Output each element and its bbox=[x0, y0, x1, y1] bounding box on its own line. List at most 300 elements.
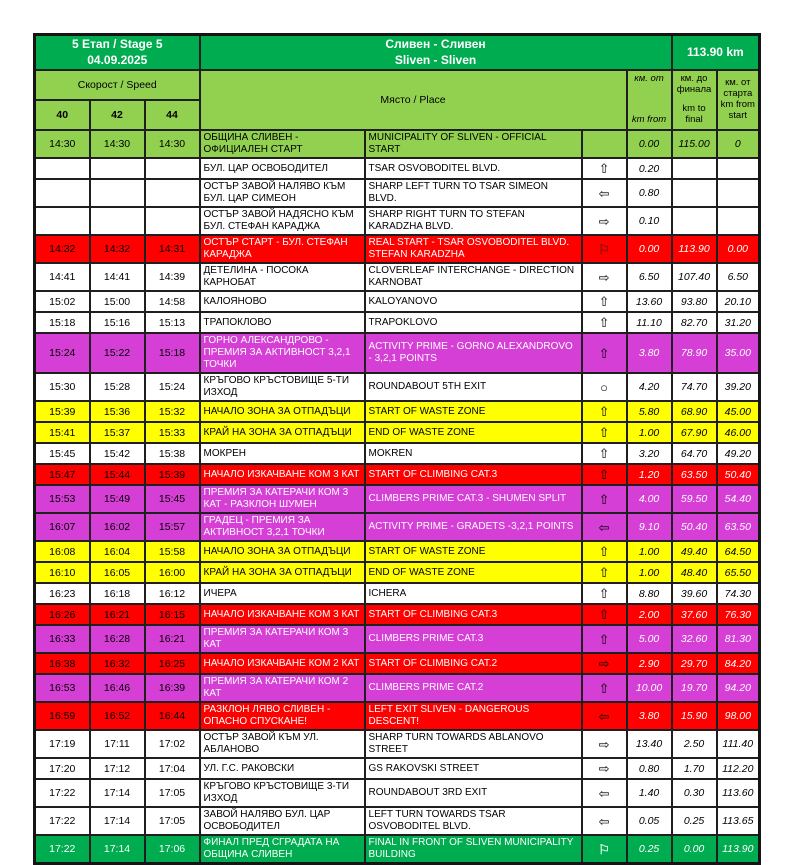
place-en: START OF WASTE ZONE bbox=[365, 401, 582, 422]
km-from-header-bg: км. от bbox=[634, 73, 664, 85]
time-40: 16:38 bbox=[35, 653, 90, 674]
km-to-final: 15.90 bbox=[672, 702, 717, 730]
up-icon: ⇧ bbox=[582, 158, 627, 179]
time-44: 15:13 bbox=[145, 312, 200, 333]
time-40: 14:41 bbox=[35, 263, 90, 291]
flag-icon: ⚐ bbox=[582, 835, 627, 864]
km-to-final: 68.90 bbox=[672, 401, 717, 422]
place-bg: НАЧАЛО ЗОНА ЗА ОТПАДЪЦИ bbox=[200, 541, 365, 562]
place-bg: ПРЕМИЯ ЗА КАТЕРАЧИ КОМ 2 КАТ bbox=[200, 674, 365, 702]
right-icon: ⇨ bbox=[582, 263, 627, 291]
km-from: 5.00 bbox=[627, 625, 672, 653]
time-40: 17:22 bbox=[35, 779, 90, 807]
place-bg: КРЪГОВО КРЪСТОВИЩЕ 3-ТИ ИЗХОД bbox=[200, 779, 365, 807]
km-from-start: 111.40 bbox=[717, 730, 760, 758]
km-from-start-header-en: km from start bbox=[720, 99, 755, 122]
place-bg: ПРЕМИЯ ЗА КАТЕРАЧИ КОМ 3 КАТ - РАЗКЛОН ШУМЕН bbox=[200, 485, 365, 513]
route-book-table bbox=[33, 33, 761, 865]
km-from: 10.00 bbox=[627, 674, 672, 702]
time-42: 16:28 bbox=[90, 625, 145, 653]
table-row bbox=[35, 758, 760, 779]
table-row bbox=[35, 583, 760, 604]
km-from-start: 63.50 bbox=[717, 513, 760, 541]
time-42: 16:46 bbox=[90, 674, 145, 702]
km-to-final: 115.00 bbox=[672, 130, 717, 158]
stage-name: 5 Етап / Stage 5 bbox=[72, 37, 163, 51]
km-from: 9.10 bbox=[627, 513, 672, 541]
km-to-final: 93.80 bbox=[672, 291, 717, 312]
km-from-start: 94.20 bbox=[717, 674, 760, 702]
table-row bbox=[35, 702, 760, 730]
table-row bbox=[35, 263, 760, 291]
time-42: 14:41 bbox=[90, 263, 145, 291]
km-from-start: 39.20 bbox=[717, 373, 760, 401]
route-title-en: Sliven - Sliven bbox=[394, 52, 477, 67]
place-en: ICHERA bbox=[365, 583, 582, 604]
km-from: 1.00 bbox=[627, 422, 672, 443]
km-from: 0.00 bbox=[627, 130, 672, 158]
table-row bbox=[35, 485, 760, 513]
km-from: 0.00 bbox=[627, 235, 672, 263]
time-44: 15:39 bbox=[145, 464, 200, 485]
up-icon: ⇧ bbox=[582, 583, 627, 604]
table-row bbox=[35, 653, 760, 674]
time-42: 16:04 bbox=[90, 541, 145, 562]
km-from: 2.90 bbox=[627, 653, 672, 674]
place-en: ROUNDABOUT 3RD EXIT bbox=[365, 779, 582, 807]
km-to-final: 74.70 bbox=[672, 373, 717, 401]
time-44: 15:57 bbox=[145, 513, 200, 541]
place-bg: КРАЙ НА ЗОНА ЗА ОТПАДЪЦИ bbox=[200, 562, 365, 583]
table-row bbox=[35, 541, 760, 562]
route-title-bg: Сливен - Сливен bbox=[385, 37, 486, 51]
km-from: 0.80 bbox=[627, 179, 672, 207]
table-row bbox=[35, 807, 760, 835]
km-from: 1.40 bbox=[627, 779, 672, 807]
flag-icon: ⚐ bbox=[582, 235, 627, 263]
km-from-start: 6.50 bbox=[717, 263, 760, 291]
km-from: 0.80 bbox=[627, 758, 672, 779]
km-to-final-header-en: km to final bbox=[682, 103, 706, 126]
time-44: 16:15 bbox=[145, 604, 200, 625]
time-40: 14:30 bbox=[35, 130, 90, 158]
km-to-final: 2.50 bbox=[672, 730, 717, 758]
table-row bbox=[35, 625, 760, 653]
km-from: 3.20 bbox=[627, 443, 672, 464]
up-icon: ⇧ bbox=[582, 422, 627, 443]
km-from-start-header-bg: км. от старта bbox=[723, 77, 753, 100]
km-from-start: 113.60 bbox=[717, 779, 760, 807]
place-bg: НАЧАЛО ИЗКАЧВАНЕ КОМ 2 КАТ bbox=[200, 653, 365, 674]
up-icon: ⇧ bbox=[582, 312, 627, 333]
time-44: 16:44 bbox=[145, 702, 200, 730]
time-40: 16:33 bbox=[35, 625, 90, 653]
place-bg: ГОРНО АЛЕКСАНДРОВО - ПРЕМИЯ ЗА АКТИВНОСТ 3,2,1 ТОЧКИ bbox=[200, 333, 365, 373]
km-from-start: 98.00 bbox=[717, 702, 760, 730]
place-en: REAL START - TSAR OSVOBODITEL BLVD. STEFAN KARADZHA bbox=[365, 235, 582, 263]
place-bg: ИЧЕРА bbox=[200, 583, 365, 604]
place-en: KALOYANOVO bbox=[365, 291, 582, 312]
time-42 bbox=[90, 158, 145, 179]
km-from: 4.20 bbox=[627, 373, 672, 401]
km-to-final: 37.60 bbox=[672, 604, 717, 625]
place-en: CLIMBERS PRIME CAT.3 - SHUMEN SPLIT bbox=[365, 485, 582, 513]
time-44: 15:18 bbox=[145, 333, 200, 373]
km-to-final: 32.60 bbox=[672, 625, 717, 653]
table-row bbox=[35, 207, 760, 235]
km-from-start: 0 bbox=[717, 130, 760, 158]
time-40 bbox=[35, 158, 90, 179]
route-table-body bbox=[35, 130, 760, 864]
time-44: 16:21 bbox=[145, 625, 200, 653]
km-from-start: 76.30 bbox=[717, 604, 760, 625]
place-bg: НАЧАЛО ИЗКАЧВАНЕ КОМ 3 КАТ bbox=[200, 464, 365, 485]
time-42: 15:44 bbox=[90, 464, 145, 485]
km-from-start: 20.10 bbox=[717, 291, 760, 312]
km-to-final: 48.40 bbox=[672, 562, 717, 583]
place-bg: НАЧАЛО ЗОНА ЗА ОТПАДЪЦИ bbox=[200, 401, 365, 422]
table-row bbox=[35, 513, 760, 541]
time-42: 15:16 bbox=[90, 312, 145, 333]
time-44: 15:38 bbox=[145, 443, 200, 464]
time-42 bbox=[90, 207, 145, 235]
km-to-final: 19.70 bbox=[672, 674, 717, 702]
time-42: 15:00 bbox=[90, 291, 145, 312]
route-title bbox=[200, 35, 672, 71]
place-en: ACTIVITY PRIME - GORNO ALEXANDROVO - 3,2,1 POINTS bbox=[365, 333, 582, 373]
table-row bbox=[35, 158, 760, 179]
place-bg: ОСТЪР СТАРТ - БУЛ. СТЕФАН КАРАДЖА bbox=[200, 235, 365, 263]
place-bg: ОСТЪР ЗАВОЙ НАДЯСНО КЪМ БУЛ. СТЕФАН КАРАДЖА bbox=[200, 207, 365, 235]
km-to-final: 59.50 bbox=[672, 485, 717, 513]
place-bg: ОСТЪР ЗАВОЙ КЪМ УЛ. АБЛАНОВО bbox=[200, 730, 365, 758]
time-40: 15:18 bbox=[35, 312, 90, 333]
km-to-final: 0.25 bbox=[672, 807, 717, 835]
km-from: 3.80 bbox=[627, 702, 672, 730]
time-42: 15:42 bbox=[90, 443, 145, 464]
table-row bbox=[35, 730, 760, 758]
place-bg: УЛ. Г.С. РАКОВСКИ bbox=[200, 758, 365, 779]
km-from: 11.10 bbox=[627, 312, 672, 333]
table-row bbox=[35, 401, 760, 422]
km-to-final: 64.70 bbox=[672, 443, 717, 464]
time-40: 15:30 bbox=[35, 373, 90, 401]
time-40: 15:45 bbox=[35, 443, 90, 464]
time-44: 17:06 bbox=[145, 835, 200, 864]
total-distance: 113.90 km bbox=[672, 35, 760, 71]
km-from-header-en: km from bbox=[631, 114, 667, 126]
place-en: GS RAKOVSKI STREET bbox=[365, 758, 582, 779]
table-row bbox=[35, 235, 760, 263]
time-44: 16:12 bbox=[145, 583, 200, 604]
time-40: 17:22 bbox=[35, 807, 90, 835]
right-icon: ⇨ bbox=[582, 207, 627, 235]
right-icon: ⇨ bbox=[582, 730, 627, 758]
up-icon: ⇧ bbox=[582, 464, 627, 485]
speed-40-header: 40 bbox=[35, 100, 90, 130]
km-to-final: 67.90 bbox=[672, 422, 717, 443]
place-en: LEFT TURN TOWARDS TSAR OSVOBODITEL BLVD. bbox=[365, 807, 582, 835]
place-en: START OF CLIMBING CAT.3 bbox=[365, 604, 582, 625]
time-42: 15:28 bbox=[90, 373, 145, 401]
km-to-final-header bbox=[672, 70, 717, 130]
place-en: TRAPOKLOVO bbox=[365, 312, 582, 333]
km-from-start bbox=[717, 179, 760, 207]
place-bg: МОКРЕН bbox=[200, 443, 365, 464]
place-en: ACTIVITY PRIME - GRADETS -3,2,1 POINTS bbox=[365, 513, 582, 541]
time-44: 17:04 bbox=[145, 758, 200, 779]
time-40: 16:59 bbox=[35, 702, 90, 730]
table-row bbox=[35, 443, 760, 464]
km-from: 1.00 bbox=[627, 562, 672, 583]
km-to-final bbox=[672, 207, 717, 235]
table-row bbox=[35, 464, 760, 485]
place-bg: КРЪГОВО КРЪСТОВИЩЕ 5-ТИ ИЗХОД bbox=[200, 373, 365, 401]
table-row bbox=[35, 333, 760, 373]
place-bg: БУЛ. ЦАР ОСВОБОДИТЕЛ bbox=[200, 158, 365, 179]
table-row bbox=[35, 562, 760, 583]
time-44: 15:45 bbox=[145, 485, 200, 513]
km-from-start: 0.00 bbox=[717, 235, 760, 263]
left-icon: ⇦ bbox=[582, 702, 627, 730]
time-42 bbox=[90, 179, 145, 207]
km-to-final: 50.40 bbox=[672, 513, 717, 541]
km-to-final-header-bg: км. до финала bbox=[676, 73, 712, 96]
time-40: 17:19 bbox=[35, 730, 90, 758]
km-to-final bbox=[672, 158, 717, 179]
table-row bbox=[35, 674, 760, 702]
time-42: 14:32 bbox=[90, 235, 145, 263]
km-from-start: 50.40 bbox=[717, 464, 760, 485]
km-to-final: 39.60 bbox=[672, 583, 717, 604]
time-42: 16:52 bbox=[90, 702, 145, 730]
up-icon: ⇧ bbox=[582, 541, 627, 562]
place-en: START OF CLIMBING CAT.2 bbox=[365, 653, 582, 674]
place-bg: КАЛОЯНОВО bbox=[200, 291, 365, 312]
time-40: 16:07 bbox=[35, 513, 90, 541]
km-from: 4.00 bbox=[627, 485, 672, 513]
time-44: 15:32 bbox=[145, 401, 200, 422]
time-42: 14:30 bbox=[90, 130, 145, 158]
place-en: CLOVERLEAF INTERCHANGE - DIRECTION KARNOBAT bbox=[365, 263, 582, 291]
place-en: END OF WASTE ZONE bbox=[365, 422, 582, 443]
right-icon: ⇨ bbox=[582, 653, 627, 674]
place-bg: ГРАДЕЦ - ПРЕМИЯ ЗА АКТИВНОСТ 3,2,1 ТОЧКИ bbox=[200, 513, 365, 541]
km-from: 0.25 bbox=[627, 835, 672, 864]
column-header-row-1 bbox=[35, 70, 760, 100]
empty-icon-cell bbox=[582, 130, 627, 158]
km-from-start: 113.90 bbox=[717, 835, 760, 864]
left-icon: ⇦ bbox=[582, 513, 627, 541]
km-from-start: 74.30 bbox=[717, 583, 760, 604]
time-44: 14:39 bbox=[145, 263, 200, 291]
km-from-header bbox=[627, 70, 672, 130]
speed-44-header: 44 bbox=[145, 100, 200, 130]
time-42: 16:18 bbox=[90, 583, 145, 604]
time-42: 16:32 bbox=[90, 653, 145, 674]
up-icon: ⇧ bbox=[582, 485, 627, 513]
km-from: 6.50 bbox=[627, 263, 672, 291]
km-from-start: 49.20 bbox=[717, 443, 760, 464]
place-bg: ЗАВОЙ НАЛЯВО БУЛ. ЦАР ОСВОБОДИТЕЛ bbox=[200, 807, 365, 835]
time-40: 15:41 bbox=[35, 422, 90, 443]
km-from-start: 64.50 bbox=[717, 541, 760, 562]
table-row bbox=[35, 422, 760, 443]
km-from-start: 54.40 bbox=[717, 485, 760, 513]
place-en: ROUNDABOUT 5TH EXIT bbox=[365, 373, 582, 401]
time-40 bbox=[35, 207, 90, 235]
place-bg: ОБЩИНА СЛИВЕН - ОФИЦИАЛЕН СТАРТ bbox=[200, 130, 365, 158]
up-icon: ⇧ bbox=[582, 333, 627, 373]
time-44 bbox=[145, 207, 200, 235]
time-44: 17:05 bbox=[145, 807, 200, 835]
time-44: 14:58 bbox=[145, 291, 200, 312]
time-44: 14:30 bbox=[145, 130, 200, 158]
km-from-start: 35.00 bbox=[717, 333, 760, 373]
place-en: END OF WASTE ZONE bbox=[365, 562, 582, 583]
km-to-final: 107.40 bbox=[672, 263, 717, 291]
km-to-final: 82.70 bbox=[672, 312, 717, 333]
time-40: 16:10 bbox=[35, 562, 90, 583]
km-from: 5.80 bbox=[627, 401, 672, 422]
place-bg: ДЕТЕЛИНА - ПОСОКА КАРНОБАТ bbox=[200, 263, 365, 291]
table-row bbox=[35, 779, 760, 807]
time-42: 17:14 bbox=[90, 807, 145, 835]
table-row bbox=[35, 130, 760, 158]
left-icon: ⇦ bbox=[582, 807, 627, 835]
place-en: START OF CLIMBING CAT.3 bbox=[365, 464, 582, 485]
time-42: 17:12 bbox=[90, 758, 145, 779]
km-from: 2.00 bbox=[627, 604, 672, 625]
km-to-final: 78.90 bbox=[672, 333, 717, 373]
km-to-final: 29.70 bbox=[672, 653, 717, 674]
km-from: 1.20 bbox=[627, 464, 672, 485]
place-en: CLIMBERS PRIME CAT.3 bbox=[365, 625, 582, 653]
place-en: CLIMBERS PRIME CAT.2 bbox=[365, 674, 582, 702]
title-row bbox=[35, 35, 760, 71]
place-en: START OF WASTE ZONE bbox=[365, 541, 582, 562]
place-en: MUNICIPALITY OF SLIVEN - OFFICIAL START bbox=[365, 130, 582, 158]
stage-date: 04.09.2025 bbox=[87, 52, 148, 67]
table-row bbox=[35, 604, 760, 625]
km-from-start: 84.20 bbox=[717, 653, 760, 674]
time-40: 15:39 bbox=[35, 401, 90, 422]
time-40: 15:24 bbox=[35, 333, 90, 373]
km-from-start: 45.00 bbox=[717, 401, 760, 422]
km-from: 0.20 bbox=[627, 158, 672, 179]
time-44: 17:05 bbox=[145, 779, 200, 807]
place-en: TSAR OSVOBODITEL BLVD. bbox=[365, 158, 582, 179]
time-44: 15:58 bbox=[145, 541, 200, 562]
place-bg: ОСТЪР ЗАВОЙ НАЛЯВО КЪМ БУЛ. ЦАР СИМЕОН bbox=[200, 179, 365, 207]
place-en: LEFT EXIT SLIVEN - DANGEROUS DESCENT! bbox=[365, 702, 582, 730]
table-row bbox=[35, 373, 760, 401]
table-row bbox=[35, 312, 760, 333]
km-to-final: 113.90 bbox=[672, 235, 717, 263]
time-44 bbox=[145, 179, 200, 207]
time-44: 16:00 bbox=[145, 562, 200, 583]
km-to-final: 0.30 bbox=[672, 779, 717, 807]
time-40: 17:20 bbox=[35, 758, 90, 779]
km-from-start bbox=[717, 207, 760, 235]
place-bg: РАЗКЛОН ЛЯВО СЛИВЕН - ОПАСНО СПУСКАНЕ! bbox=[200, 702, 365, 730]
table-row bbox=[35, 291, 760, 312]
km-from-start: 46.00 bbox=[717, 422, 760, 443]
km-from: 1.00 bbox=[627, 541, 672, 562]
time-40: 15:02 bbox=[35, 291, 90, 312]
km-from: 0.05 bbox=[627, 807, 672, 835]
left-icon: ⇦ bbox=[582, 779, 627, 807]
km-to-final: 0.00 bbox=[672, 835, 717, 864]
km-to-final: 1.70 bbox=[672, 758, 717, 779]
place-bg: ПРЕМИЯ ЗА КАТЕРАЧИ КОМ 3 КАТ bbox=[200, 625, 365, 653]
place-en: SHARP TURN TOWARDS ABLANOVO STREET bbox=[365, 730, 582, 758]
time-42: 15:49 bbox=[90, 485, 145, 513]
time-44: 16:39 bbox=[145, 674, 200, 702]
time-40: 15:47 bbox=[35, 464, 90, 485]
km-from-start: 113.65 bbox=[717, 807, 760, 835]
km-from: 13.60 bbox=[627, 291, 672, 312]
time-40: 15:53 bbox=[35, 485, 90, 513]
km-to-final: 49.40 bbox=[672, 541, 717, 562]
km-from: 3.80 bbox=[627, 333, 672, 373]
time-40: 16:26 bbox=[35, 604, 90, 625]
place-bg: ТРАПОКЛОВО bbox=[200, 312, 365, 333]
time-40 bbox=[35, 179, 90, 207]
km-from: 8.80 bbox=[627, 583, 672, 604]
up-icon: ⇧ bbox=[582, 562, 627, 583]
time-42: 17:11 bbox=[90, 730, 145, 758]
time-40: 16:53 bbox=[35, 674, 90, 702]
time-42: 16:21 bbox=[90, 604, 145, 625]
place-en: MOKREN bbox=[365, 443, 582, 464]
km-from: 13.40 bbox=[627, 730, 672, 758]
km-from-start bbox=[717, 158, 760, 179]
time-40: 17:22 bbox=[35, 835, 90, 864]
up-icon: ⇧ bbox=[582, 291, 627, 312]
time-42: 17:14 bbox=[90, 779, 145, 807]
table-row bbox=[35, 179, 760, 207]
time-42: 16:05 bbox=[90, 562, 145, 583]
time-40: 16:23 bbox=[35, 583, 90, 604]
left-icon: ⇦ bbox=[582, 179, 627, 207]
km-from-start: 112.20 bbox=[717, 758, 760, 779]
place-bg: ФИНАЛ ПРЕД СГРАДАТА НА ОБЩИНА СЛИВЕН bbox=[200, 835, 365, 864]
km-to-final: 63.50 bbox=[672, 464, 717, 485]
time-40: 14:32 bbox=[35, 235, 90, 263]
time-44: 17:02 bbox=[145, 730, 200, 758]
time-44: 15:33 bbox=[145, 422, 200, 443]
up-icon: ⇧ bbox=[582, 401, 627, 422]
km-from: 0.10 bbox=[627, 207, 672, 235]
time-42: 17:14 bbox=[90, 835, 145, 864]
place-en: SHARP LEFT TURN TO TSAR SIMEON BLVD. bbox=[365, 179, 582, 207]
time-44: 15:24 bbox=[145, 373, 200, 401]
stage-header bbox=[35, 35, 200, 71]
place-header: Място / Place bbox=[200, 70, 627, 130]
time-44 bbox=[145, 158, 200, 179]
km-from-start: 65.50 bbox=[717, 562, 760, 583]
time-44: 14:31 bbox=[145, 235, 200, 263]
up-icon: ⇧ bbox=[582, 674, 627, 702]
time-42: 15:37 bbox=[90, 422, 145, 443]
time-44: 16:25 bbox=[145, 653, 200, 674]
time-42: 15:22 bbox=[90, 333, 145, 373]
speed-header: Скорост / Speed bbox=[35, 70, 200, 100]
place-en: FINAL IN FRONT OF SLIVEN MUNICIPALITY BUILDING bbox=[365, 835, 582, 864]
time-42: 15:36 bbox=[90, 401, 145, 422]
km-from-start: 81.30 bbox=[717, 625, 760, 653]
